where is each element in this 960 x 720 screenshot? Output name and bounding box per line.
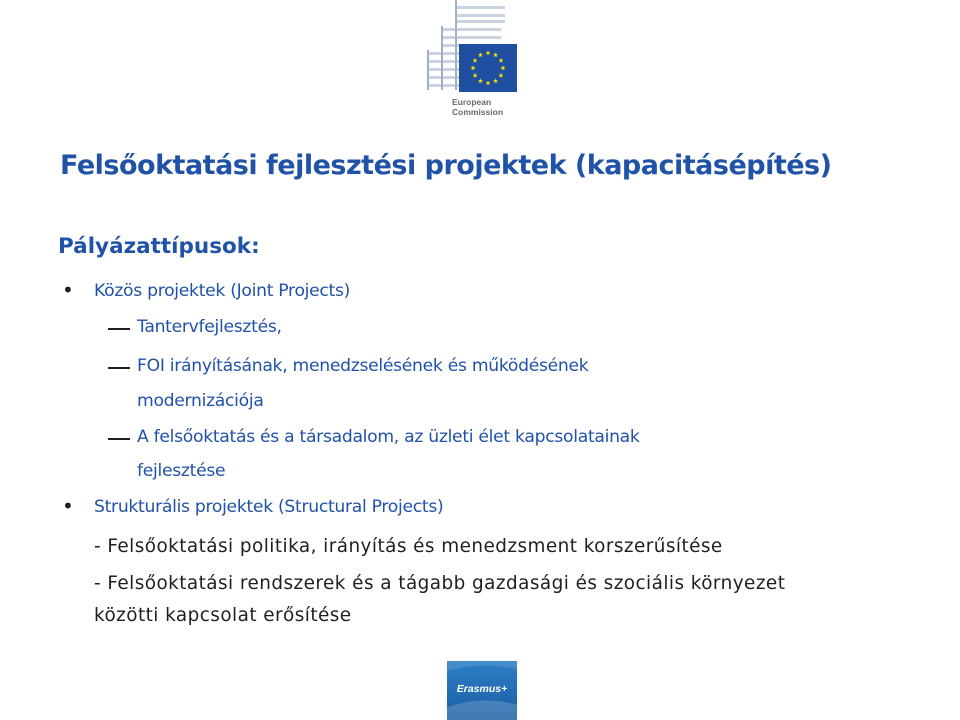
section-heading: Pályázattípusok: — [58, 234, 260, 259]
structural-subitem-1: - Felsőoktatási politika, irányítás és menedzsment korszerűsítése — [94, 536, 723, 557]
dash-icon — [108, 438, 130, 440]
governance-item-line2: modernizációja — [137, 391, 264, 411]
dash-icon — [108, 367, 130, 369]
dash-icon — [108, 328, 130, 330]
erasmus-label: Erasmus+ — [456, 683, 508, 695]
ec-building-icon — [419, 0, 527, 100]
society-item-line2: fejlesztése — [137, 461, 226, 481]
slide-title: Felsőoktatási fejlesztési projektek (kapacitásépítés) — [60, 150, 832, 181]
bullet-icon: • — [62, 278, 74, 302]
erasmus-plus-logo — [447, 661, 517, 720]
structural-subitem-2-line1: - Felsőoktatási rendszerek és a tágabb gazdasági és szociális környezet — [94, 573, 786, 594]
society-item-line1: A felsőoktatás és a társadalom, az üzleti élet kapcsolatainak — [137, 427, 640, 447]
governance-item-line1: FOI irányításának, menedzselésének és működésének — [137, 356, 589, 376]
structural-projects-item: Strukturális projektek (Structural Projects) — [94, 497, 444, 517]
joint-projects-item: Közös projektek (Joint Projects) — [94, 281, 351, 301]
european-commission-logo — [419, 0, 527, 132]
curriculum-item: Tantervfejlesztés, — [137, 317, 282, 337]
structural-subitem-2-line2: közötti kapcsolat erősítése — [94, 605, 352, 626]
ec-logo-line2: Commission — [452, 107, 504, 117]
ec-logo-line1: European — [452, 97, 492, 107]
bullet-icon: • — [62, 494, 74, 518]
